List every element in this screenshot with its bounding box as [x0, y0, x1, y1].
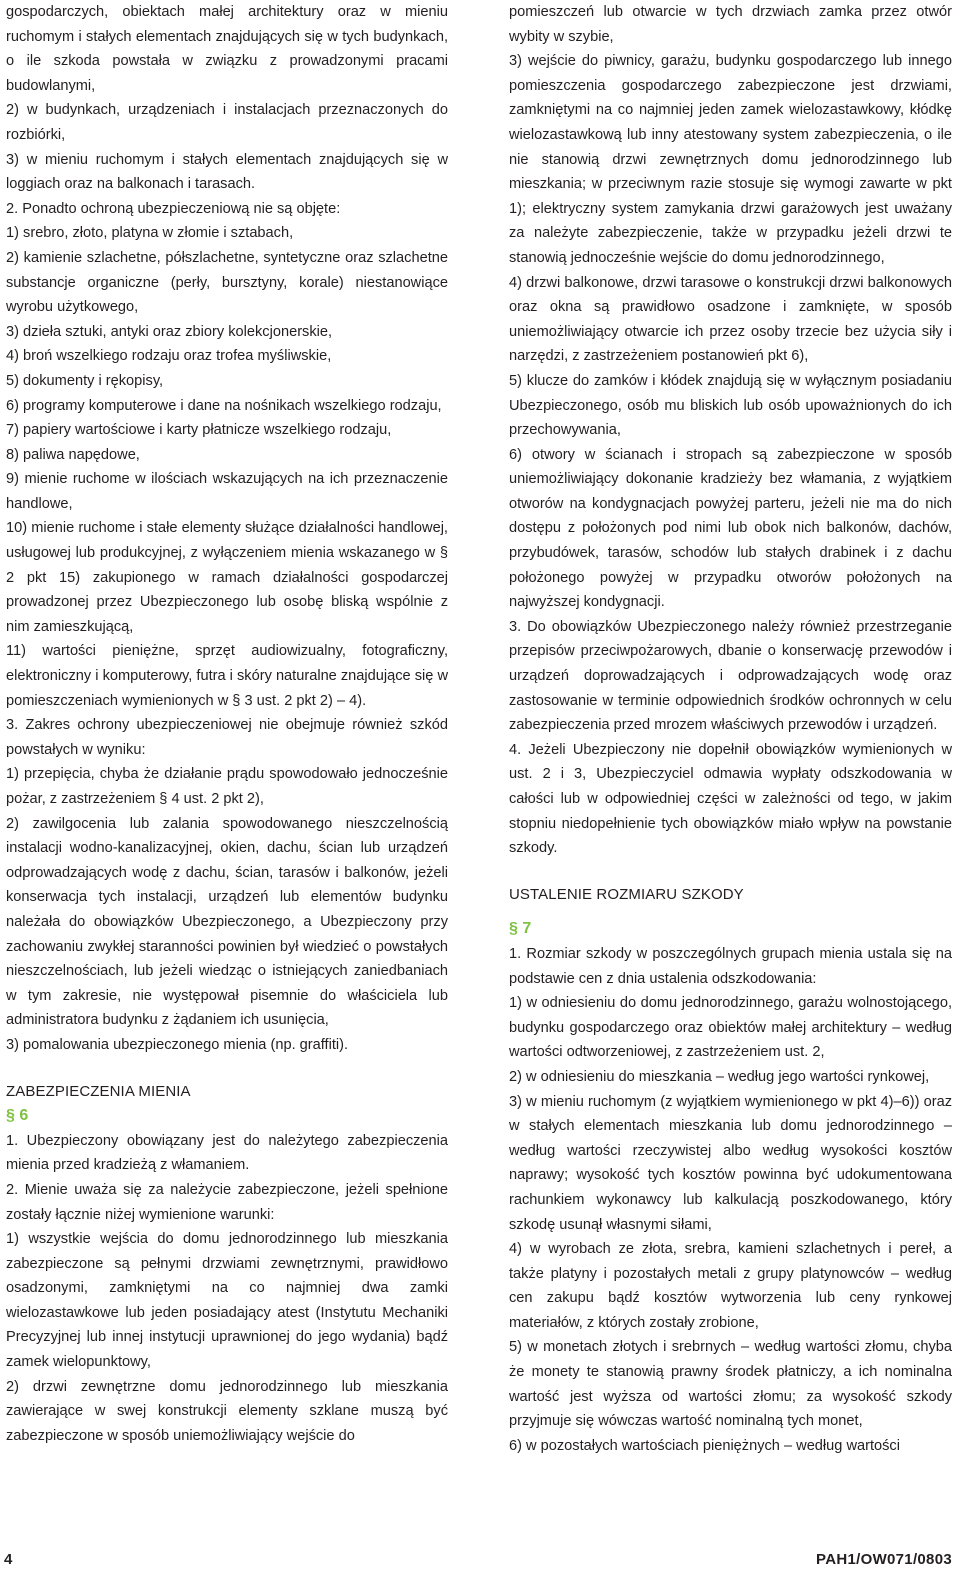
paragraph: 2) w odniesieniu do mieszkania – według jego wartości rynkowej, [509, 1068, 930, 1085]
paragraph: 6) programy komputerowe i dane na nośnikach wszelkiego rodzaju, [6, 397, 442, 414]
paragraph: 1) przepięcia, chyba że działanie prądu spowodowało jednocześnie pożar, z zastrzeżeniem § 4 ust. 2 pkt 2), [6, 766, 448, 807]
paragraph: 7) papiery wartościowe i karty płatnicze wszelkiego rodzaju, [6, 422, 392, 439]
paragraph: 1) srebro, złoto, platyna w złomie i sztabach, [6, 225, 294, 242]
paragraph: gospodarczych, obiektach małej architektury oraz w mieniu ruchomym i stałych elementach znajdujących się w tych budynkach, o ile szkoda powstała w związku z prowadzonymi pracami budowlanymi, [6, 4, 448, 94]
left-column [6, 0, 448, 1448]
paragraph: 8) paliwa napędowe, [6, 446, 140, 463]
paragraph: 2. Ponadto ochroną ubezpieczeniową nie są objęte: [6, 200, 341, 217]
paragraph: 3) dzieła sztuki, antyki oraz zbiory kolekcjonerskie, [6, 323, 333, 340]
paragraph: 5) klucze do zamków i kłódek znajdują się w wyłącznym posiadaniu Ubezpieczonego, osób mu bliskich lub osób upoważnionych do ich przechowywania, [509, 372, 952, 439]
paragraph: 1) wszystkie wejścia do domu jednorodzinnego lub mieszkania zabezpieczone są pełnymi drzwiami zewnętrznymi, prawidłowo osadzonymi, zamkniętymi na co najmniej dwa zamki wielozastawkowe lub jeden posiadający atest (Instytutu Mechaniki Precyzyjnej lub innej instytucji uprawnionej do jego wydania) bądź zamek wielopunktowy, [6, 1231, 448, 1371]
paragraph: 2) zawilgocenia lub zalania spowodowanego nieszczelnością instalacji wodno-kanalizacyjnej, okien, dachu, ścian lub urządzeń odprowadzających wodę z dachu, ścian, tarasów i balkonów, jeżeli konserwacja tych instalacji, urządzeń lub elementów budynku należała do obowiązków Ubezpieczonego, a Ubezpieczony przy zachowaniu zwykłej staranności powinien był wiedzieć o powstałych nieszczelnościach, lub jeżeli wiedząc o istniejących zaniedbaniach w tym zakresie, nie występował pisemnie do właściciela lub administratora budynku z żądaniem ich usunięcia, [6, 815, 448, 1029]
paragraph: 9) mienie ruchome w ilościach wskazujących na ich przeznaczenie handlowe, [6, 471, 448, 512]
paragraph: 11) wartości pieniężne, sprzęt audiowizualny, fotograficzny, elektroniczny i komputerowy, futra i skóry naturalne znajdujące się w pomieszczeniach wymienionych w § 3 ust. 2 pkt 2) – 4). [6, 643, 448, 709]
paragraph: 3) wejście do piwnicy, garażu, budynku gospodarczego lub innego pomieszczenia gospodarczego zabezpieczone jest drzwiami, zamkniętymi na co najmniej jeden zamek wielozastawkowy, kłódkę wielozastawkową lub inny atestowany system zabezpieczenia, o ile nie stanowią drzwi zewnętrznych domu jednorodzinnego lub mieszkania; w przeciwnym razie stosuje się wymogi zawarte w pkt 1); elektryczny system zamykania drzwi garażowych jest uważany za należyte zabezpieczenie, także w przypadku jeżeli drzwi te stanowią jednocześnie wejście do domu jednorodzinnego, [509, 53, 952, 266]
paragraph: 3. Do obowiązków Ubezpieczonego należy również przestrzeganie przepisów przeciwpożarowych, dbanie o konserwację przewodów i urządzeń doprowadzających i odprowadzających wodę oraz zastosowanie w terminie odpowiednich środków ochronnych w celu zabezpieczenia przed mrozem właściwych przewodów i urządzeń. [509, 618, 952, 734]
paragraph: pomieszczeń lub otwarcie w tych drzwiach zamka przez otwór wybity w szybie, [509, 4, 952, 45]
paragraph: 1. Ubezpieczony obowiązany jest do należytego zabezpieczenia mienia przed kradzieżą z włamaniem. [6, 1132, 448, 1174]
paragraph: 3. Zakres ochrony ubezpieczeniowej nie obejmuje również szkód powstałych w wyniku: [6, 717, 448, 758]
paragraph: 6) w pozostałych wartościach pieniężnych – według wartości [509, 1437, 900, 1454]
paragraph: 1) w odniesieniu do domu jednorodzinnego, garażu wolnostojącego, budynku gospodarczego oraz obiektów małej architektury – według wartości odtworzeniowej, z zastrzeżeniem ust. 2, [509, 995, 952, 1061]
section-number: § 7 [509, 920, 532, 938]
paragraph: 3) w mieniu ruchomym i stałych elementach znajdujących się w loggiach oraz na balkonach i tarasach. [6, 151, 448, 193]
paragraph: 5) w monetach złotych i srebrnych – według wartości złomu, chyba że monety te stanowią prawny środek płatniczy, a ich nominalna wartość jest wyższa od wartości złomu; za wysokość szkody przyjmuje się wówczas wartość nominalną tych monet, [509, 1339, 952, 1430]
page-number: 4 [4, 1551, 13, 1568]
paragraph: 3) pomalowania ubezpieczonego mienia (np. graffiti). [6, 1036, 349, 1053]
paragraph: 2) kamienie szlachetne, półszlachetne, syntetyczne oraz szlachetne substancje organiczne (perły, bursztyny, korale) niestanowiące wyrobu użytkowego, [6, 249, 448, 316]
paragraph: 5) dokumenty i rękopisy, [6, 372, 164, 389]
paragraph: 4) broń wszelkiego rodzaju oraz trofea myśliwskie, [6, 348, 332, 365]
spacer [509, 907, 952, 917]
paragraph: 2) w budynkach, urządzeniach i instalacjach przeznaczonych do rozbiórki, [6, 102, 448, 143]
section-number: § 6 [6, 1107, 29, 1125]
paragraph: 4. Jeżeli Ubezpieczony nie dopełnił obowiązków wymienionych w ust. 2 i 3, Ubezpieczyciel odmawia wypłaty odszkodowania w całości lub w odpowiedniej części w zależności od tego, w jakim stopniu niedopełnienie tych obowiązków miało wpływ na powstanie szkody. [509, 741, 952, 857]
document-code: PAH1/OW071/0803 [816, 1551, 952, 1568]
paragraph: 3) w mieniu ruchomym (z wyjątkiem wymienionego w pkt 4)–6)) oraz w stałych elementach mieszkania lub domu jednorodzinnego – według wartości rzeczywistej albo według wysokości kosztów naprawy; wysokość tych kosztów powinna być udokumentowana rachunkiem wykonawcy lub kalkulacją poszkodowanego, który szkodę usunął własnymi siłami, [509, 1093, 952, 1233]
spacer [509, 861, 952, 883]
paragraph: 1. Rozmiar szkody w poszczególnych grupach mienia ustala się na podstawie cen z dnia ustalenia odszkodowania: [509, 945, 952, 987]
paragraph: 4) drzwi balkonowe, drzwi tarasowe o konstrukcji drzwi balkonowych oraz okna są prawidłowo osadzone i zamknięte, w sposób uniemożliwiający otwarcie ich przez osoby trzecie bez użycia siły i narzędzi, z zastrzeżeniem postanowień pkt 6), [509, 274, 952, 365]
spacer [6, 1058, 448, 1080]
paragraph: 2) drzwi zewnętrzne domu jednorodzinnego lub mieszkania zawierające w swej konstrukcji elementy szklane muszą być zabezpieczone w sposób uniemożliwiający wejście do [6, 1378, 448, 1444]
paragraph: 10) mienie ruchome i stałe elementy służące działalności handlowej, usługowej lub produkcyjnej, z wyłączeniem mienia wskazanego w § 2 pkt 15) zakupionego w ramach działalności gospodarczej prowadzonej przez Ubezpieczonego lub osobę bliską wspólnie z nim zamieszkującą, [6, 520, 448, 635]
paragraph: 6) otwory w ścianach i stropach są zabezpieczone w sposób uniemożliwiający dokonanie kradzieży bez włamania, z wyjątkiem otworów na kondygnacjach powyżej parteru, jeżeli nie ma do nich dostępu z położonych pod nimi lub obok nich balkonów, dachów, przybudówek, tarasów, schodów lub stałych drabinek i z dachu położonego powyżej w przypadku otworów położonych na najwyższej kondygnacji. [509, 446, 952, 611]
section-heading: USTALENIE ROZMIARU SZKODY [509, 885, 744, 903]
right-column [509, 0, 952, 1458]
paragraph: 4) w wyrobach ze złota, srebra, kamieni szlachetnych i pereł, a także platyny i pozostałych metali z grupy platynowców – według cen zakupu bądź kosztów wytworzenia lub ceny rynkowej materiałów, z których zostały zrobione, [509, 1241, 952, 1331]
section-heading: ZABEZPIECZENIA MIENIA [6, 1082, 191, 1100]
paragraph: 2. Mienie uważa się za należycie zabezpieczone, jeżeli spełnione zostały łącznie niżej wymienione warunki: [6, 1181, 448, 1223]
